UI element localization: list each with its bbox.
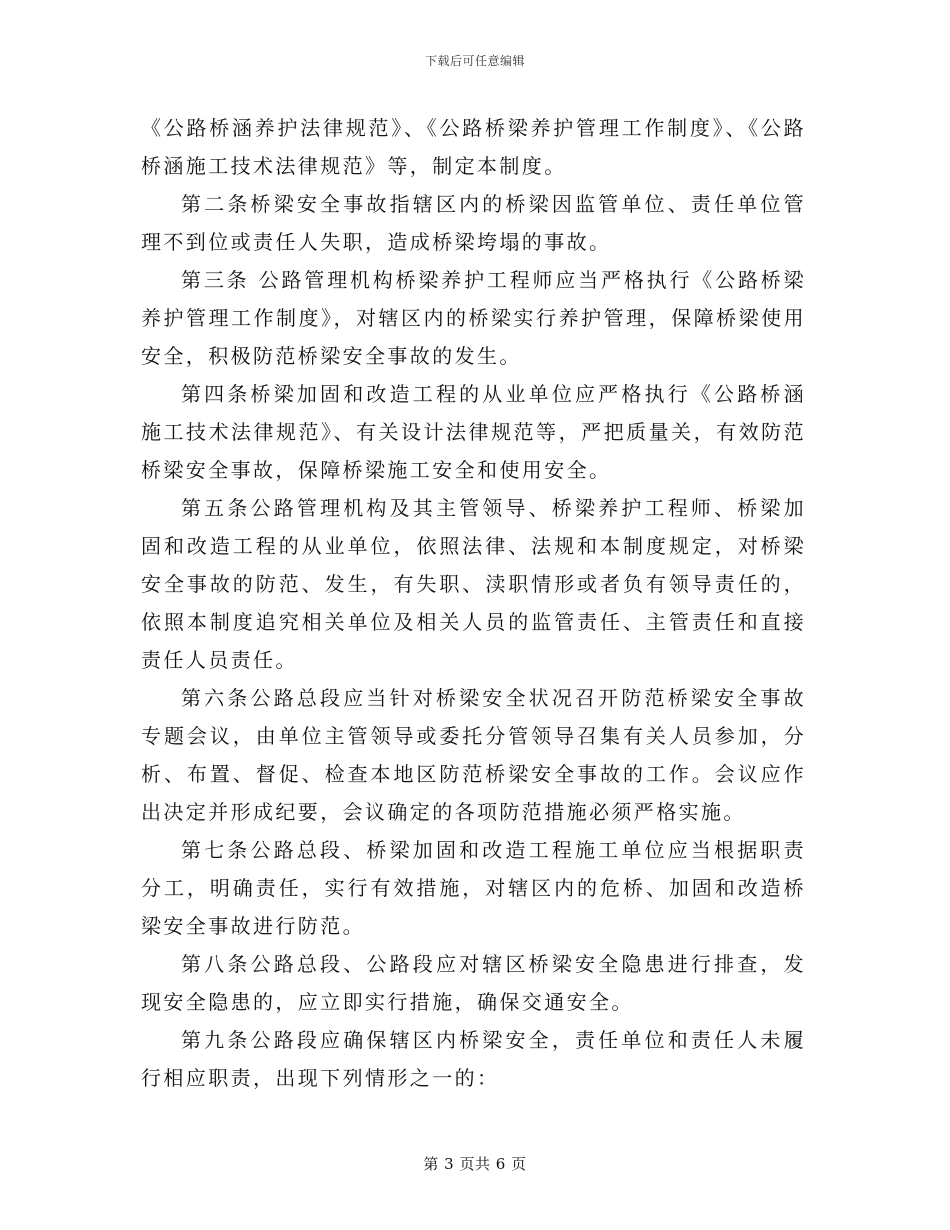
paragraph-article-3: 第三条 公路管理机构桥梁养护工程师应当严格执行《公路桥梁养护管理工作制度》，对辖区内的桥梁实行养护管理，保障桥梁使用安全，积极防范桥梁安全事故的发生。	[141, 268, 806, 368]
paragraph-article-5: 第五条公路管理机构及其主管领导、桥梁养护工程师、桥梁加固和改造工程的从业单位，依照法律、法规和本制度规定，对桥梁安全事故的防范、发生，有失职、渎职情形或者负有领导责任的，依照本制度追究相关单位及相关人员的监管责任、主管责任和直接责任人员责任。	[141, 496, 806, 672]
paragraph-article-2: 第二条桥梁安全事故指辖区内的桥梁因监管单位、责任单位管理不到位或责任人失职，造成桥梁垮塌的事故。	[141, 192, 806, 254]
paragraph-article-9: 第九条公路段应确保辖区内桥梁安全，责任单位和责任人未履行相应职责，出现下列情形之一的：	[141, 1028, 806, 1090]
document-body	[141, 109, 806, 1097]
paragraph-article-4: 第四条桥梁加固和改造工程的从业单位应严格执行《公路桥涵施工技术法律规范》、有关设计法律规范等，严把质量关，有效防范桥梁安全事故，保障桥梁施工安全和使用安全。	[141, 382, 806, 482]
paragraph-continuation: 《公路桥涵养护法律规范》、《公路桥梁养护管理工作制度》、《公路桥涵施工技术法律规范》等，制定本制度。	[141, 116, 806, 178]
paragraph-article-7: 第七条公路总段、桥梁加固和改造工程施工单位应当根据职责分工，明确责任，实行有效措施，对辖区内的危桥、加固和改造桥梁安全事故进行防范。	[141, 838, 806, 938]
paragraph-article-6: 第六条公路总段应当针对桥梁安全状况召开防范桥梁安全事故专题会议，由单位主管领导或委托分管领导召集有关人员参加，分析、布置、督促、检查本地区防范桥梁安全事故的工作。会议应作出决定并形成纪要，会议确定的各项防范措施必须严格实施。	[141, 686, 806, 824]
paragraph-article-8: 第八条公路总段、公路段应对辖区桥梁安全隐患进行排查，发现安全隐患的，应立即实行措施，确保交通安全。	[141, 952, 806, 1014]
page-number: 第 3 页共 6 页	[423, 1155, 527, 1173]
page-header: 下载后可任意编辑	[424, 54, 525, 68]
